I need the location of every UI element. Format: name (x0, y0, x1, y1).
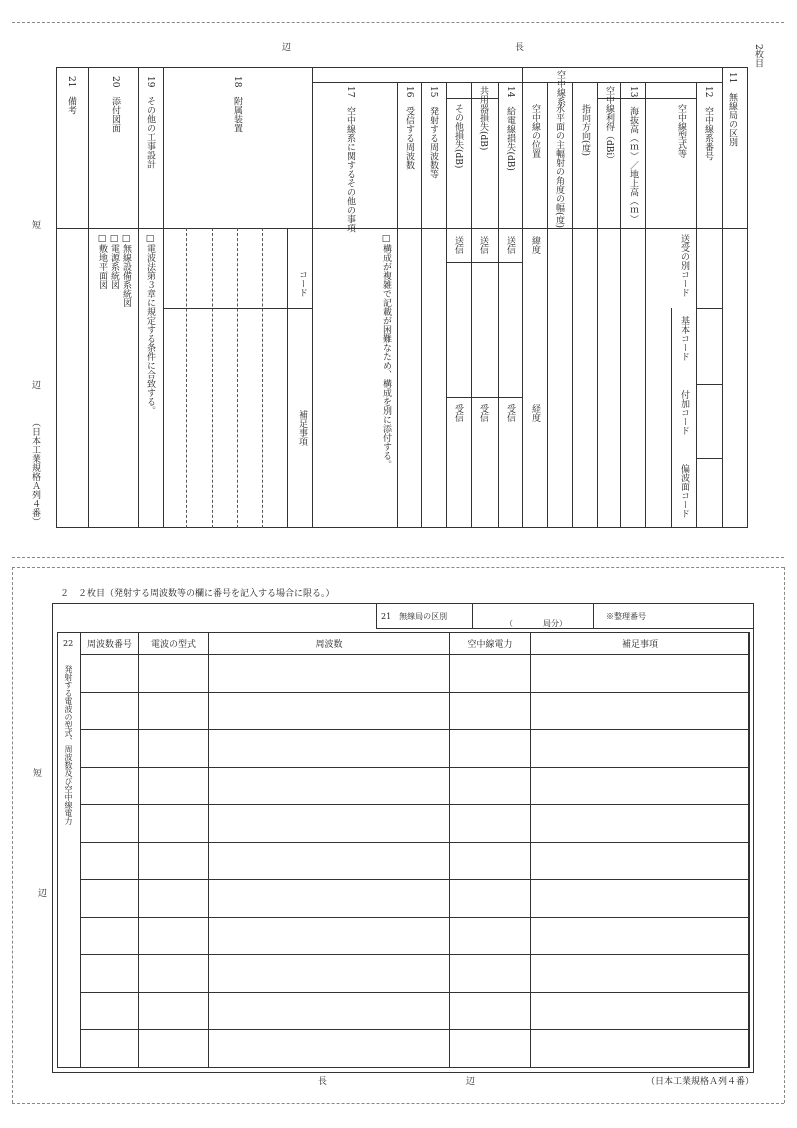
row-18-label: 18 附属装置 (232, 76, 242, 133)
top-long-label: 長 (515, 43, 525, 53)
row-19-label: 19 その他の工事設計 (145, 76, 155, 169)
share-rx-label: 受信 (478, 404, 488, 422)
code-pol-label: 偏波面コード (679, 464, 689, 518)
page2-side-edge: 辺 (38, 889, 48, 899)
row-18-code: コード (297, 270, 307, 297)
code-send-label: 送受の別コード (679, 234, 689, 297)
row-pos-label: 空中線の位置 (530, 104, 540, 158)
row-18-note: 補足事項 (297, 410, 307, 446)
bottom-spec-label: （日本工業規格Ａ列４番） (646, 1077, 755, 1087)
cut-line-mid (12, 557, 784, 558)
col-freq-number: 周波数番号 (81, 633, 139, 655)
table-row (81, 842, 750, 880)
cut-line-right (784, 567, 785, 1103)
code-add-label: 付加コード (679, 390, 689, 435)
col-frequency: 周波数 (209, 633, 450, 655)
top-edge-label: 辺 (282, 43, 292, 53)
attach-c: □敷地平面図 (97, 234, 107, 289)
bottom-long-label: 長 (318, 1077, 328, 1087)
feeder-tx-label: 送信 (505, 236, 515, 254)
row-gain-label: 空中線利得（dBi） (604, 86, 614, 165)
section-22-label: 発射する電波の型式、周波数及び空中線電力 (64, 665, 73, 825)
row-14-share-label: 共用器損失(dB) (478, 86, 488, 151)
row-12-label: 12 空中線系番号 (703, 86, 713, 161)
table-row (81, 992, 750, 1030)
table-row (81, 1030, 750, 1068)
share-tx-label: 送信 (478, 236, 488, 254)
row-21-label: 21 備考 (66, 76, 76, 115)
row-17-note: □構成が複雑で記載が困難なため、構成を別に添付する。 (381, 234, 391, 469)
table-row (81, 767, 750, 805)
table-row (81, 805, 750, 843)
station-close: 局分） (543, 619, 567, 628)
row-13-label: 13 海抜高（ｍ）／地上高（ｍ） (628, 86, 638, 224)
table-row (81, 917, 750, 955)
section-antenna-label: 空中線系 (555, 70, 565, 106)
row-dir-label: 指向方向(度) (580, 104, 590, 157)
row-14-label: 14 給電線損失(dB) (505, 86, 515, 171)
table-row (81, 655, 750, 693)
cut-line-top (12, 22, 784, 23)
bottom-edge-label: 辺 (466, 1077, 476, 1087)
frequency-table (80, 632, 750, 1068)
row-width-label: 水平面の主輻射の角度の幅(度) (554, 104, 564, 229)
row-16-label: 16 受信する周波数 (404, 86, 414, 170)
station-open: （ (505, 619, 513, 628)
table-row (81, 880, 750, 918)
attach-a: □無線設備系統図 (121, 234, 131, 307)
lon-label: 経度 (530, 404, 540, 422)
row-15-label: 15 発射する周波数等 (428, 86, 438, 179)
ref-label: ※整理番号 (606, 612, 646, 621)
attach-b: □電源系統図 (109, 234, 119, 289)
col-emission-type: 電波の型式 (139, 633, 209, 655)
page2-heading: ２ ２枚目（発射する周波数等の欄に番号を記入する場合に限る。） (60, 589, 335, 599)
lat-label: 緯度 (530, 236, 540, 254)
feeder-rx-label: 受信 (505, 404, 515, 422)
row-14-other-label: その他損失(dB) (453, 104, 463, 169)
col-antenna-power: 空中線電力 (450, 633, 531, 655)
table-row (81, 730, 750, 768)
row-11-label: 11 無線局の区別 (727, 72, 737, 147)
side-short-label: 短 (30, 220, 40, 229)
other-tx-label: 送信 (453, 236, 463, 254)
row-17-label: 17 空中線系に関するその他の事項 (345, 86, 355, 233)
section-22-num: 22 (63, 639, 74, 648)
cut-line-left (12, 567, 13, 1103)
side-spec-label: （日本工業規格Ａ列４番） (30, 418, 40, 526)
sheet-label: 2枚目 (753, 44, 763, 68)
station-label: 21 無線局の区別 (381, 612, 448, 621)
table-row (81, 692, 750, 730)
page2-side-short: 短 (33, 769, 43, 779)
col-notes: 補足事項 (531, 633, 750, 655)
table-row (81, 955, 750, 993)
side-edge-label: 辺 (30, 380, 40, 389)
cut-line-bottom (12, 1103, 784, 1104)
row-19-note: □電波法第３章に規定する条件に合致する。 (145, 234, 155, 415)
code-base-label: 基本コード (679, 316, 689, 361)
other-rx-label: 受信 (453, 404, 463, 422)
cut-line-mid2 (12, 567, 784, 568)
row-20-label: 20 添付図面 (110, 76, 120, 133)
row-12-type-label: 空中線型式等 (676, 104, 686, 158)
